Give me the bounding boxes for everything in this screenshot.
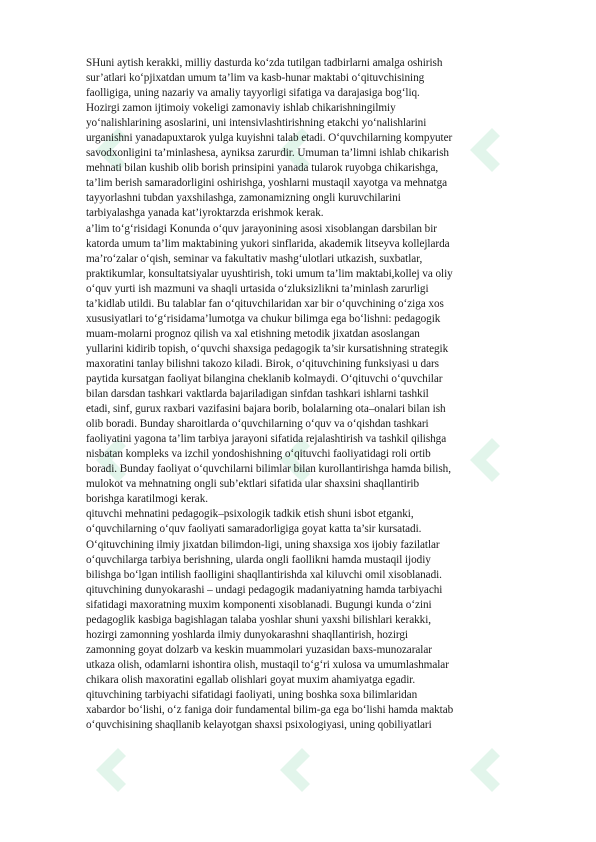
- text-line: yullarini kidirib topish, o‘quvchi shaxsiga pedagogik ta’sir kursatishning strategik: [86, 342, 449, 355]
- text-line: bilan darsdan tashkari vaktlarda bajariladigan sinfdan tashkari ishlarni tashkil: [86, 388, 429, 401]
- text-line: Hozirgi zamon ijtimoiy vokeligi zamonaviy ishlab chikarishningilmiy: [86, 102, 396, 115]
- text-line: katorda umum ta’lim maktabining yukori sinflarida, akademik litseyva kollejlarda: [86, 237, 450, 250]
- text-line: olib boradi. Bunday sharoitlarda o‘quvchilarning o‘quv va o‘qishdan tashkari: [86, 418, 429, 431]
- text-line: o‘quvchilarning o‘quv faoliyati samaradorligiga goyat katta ta’sir kursatadi.: [86, 523, 422, 536]
- text-line: qituvchining tarbiyachi sifatidagi faoliyati, uning boshka soxa bilimlaridan: [86, 688, 418, 701]
- text-line: qituvchi mehnatini pedagogik–psixologik tadkik etish shuni isbot etganki,: [86, 508, 414, 521]
- text-line: ta’lim berish samaradorligini oshirishga, yoshlarni mustaqil xayotga va mehnatga: [86, 177, 448, 190]
- text-line: hozirgi zamonning yoshlarda ilmiy dunyokarashni shaqllantirish, hozirgi: [86, 628, 408, 641]
- text-line: ta’kidlab utildi. Bu talablar fan o‘qituvchilaridan xar bir o‘quvchining o‘ziga xos: [86, 297, 444, 310]
- text-line: nisbatan kompleks va izchil yondoshishning o‘qituvchi faoliyatidagi roli ortib: [86, 448, 431, 461]
- body-text: [86, 56, 548, 733]
- text-line: mehnati bilan kushib olib borish prinsipini yanada tularok ruyobga chikarishga,: [86, 162, 439, 175]
- text-line: pedagoglik kasbiga bagishlagan talaba yoshlar shuni yaxshi bilishlari kerakki,: [86, 613, 432, 626]
- text-line: chikara olish maxoratini egallab olishlari goyat muxim ahamiyatga egadir.: [86, 673, 416, 686]
- text-line: maxoratini tanlay bilishni takozo kiladi. Birok, o‘qituvchining funksiyasi u dars: [86, 357, 439, 370]
- text-line: zamonning goyat dolzarb va keskin muammolari yuzasidan baxs-munozaralar: [86, 643, 432, 656]
- text-line: ma’ro‘zalar o‘qish, seminar va fakultativ mashg‘ulotlari utkazish, suxbatlar,: [86, 252, 423, 265]
- text-line: bilishga bo‘lgan intilish faolligini shaqllantirishda xal kiluvchi omil xisoblanadi.: [86, 568, 442, 581]
- text-line: sifatidagi maxoratning muxim komponenti xisoblanadi. Bugungi kunda o‘zini: [86, 598, 432, 611]
- text-line: tarbiyalashga yanada kat’iyroktarzda erishmok kerak.: [86, 207, 324, 220]
- text-line: xususiyatlari to‘g‘risidama’lumotga va chukur bilimga ega bo‘lishni: pedagogik: [86, 312, 441, 325]
- text-line: a’lim to‘g‘risidagi Konunda o‘quv jarayonining asosi xisoblangan darsbilan bir: [86, 222, 437, 235]
- text-line: faolligiga, uning nazariy va amaliy tayyorligi sifatiga va darajasiga bog‘liq.: [86, 87, 420, 100]
- text-line: urganishni yanadapuxtarok yulga kuyishni talab etadi. O‘quvchilarning kompyuter: [86, 132, 453, 145]
- text-line: borishga karatilmogi kerak.: [86, 493, 208, 506]
- text-line: savodxonligini ta’minlashesa, ayniksa zarurdir. Umuman ta’limni ishlab chikarish: [86, 147, 449, 160]
- text-line: mulokot va mehnatning ongli sub’ektlari sifatida ular shaxsini shaqllantirib: [86, 478, 420, 491]
- text-line: etadi, sinf, gurux raxbari vazifasini bajara borib, bolalarning ota–onalari bilan ish: [86, 403, 446, 416]
- text-line: tayyorlashni tubdan yaxshilashga, zamonamizning ongli kuruvchilarini: [86, 192, 401, 205]
- text-line: yo‘nalishlarining asoslarini, uni intensivlashtirishning etakchi yo‘nalishlarini: [86, 117, 427, 130]
- text-line: sur’atlari ko‘pjixatdan umum ta’lim va kasb-hunar maktabi o‘qituvchisining: [86, 72, 425, 85]
- text-line: utkaza olish, odamlarni ishontira olish, mustaqil to‘g‘ri xulosa va umumlashmalar: [86, 658, 449, 671]
- text-line: O‘qituvchining ilmiy jixatdan bilimdon-ligi, uning shaxsiga xos ijobiy fazilatlar: [86, 538, 440, 551]
- text-line: qituvchining dunyokarashi – undagi pedagogik madaniyatning hamda tarbiyachi: [86, 583, 443, 596]
- text-line: o‘quvchisining shaqllanib kelayotgan shaxsi psixologiyasi, uning qobiliyatlari: [86, 719, 432, 732]
- text-line: paytida kursatgan faoliyat bilangina cheklanib kolmaydi. O‘qituvchi o‘quvchilar: [86, 372, 443, 385]
- text-line: muam-molarni prognoz qilish va xal etishning metodik jixatdan asoslangan: [86, 327, 420, 340]
- text-line: praktikumlar, konsultatsiyalar uyushtirish, toki umum ta’lim maktabi,kollej va oliy: [86, 267, 453, 280]
- text-line: o‘quv yurti ish mazmuni va shaqli urtasida o‘zluksizlikni ta’minlash zarurligi: [86, 282, 429, 295]
- text-line: boradi. Bunday faoliyat o‘quvchilarni bilimlar bilan kurollantirishga hamda bilish,: [86, 463, 451, 476]
- text-line: SHuni aytish kerakki, milliy dasturda ko‘zda tutilgan tadbirlarni amalga oshirish: [86, 57, 443, 69]
- text-line: xabardor bo‘lishi, o‘z faniga doir fundamental bilim-ga ega bo‘lishi hamda maktab: [86, 704, 454, 717]
- text-line: faoliyatini yagona ta’lim tarbiya jarayoni sifatida rejalashtirish va tashkil qilishga: [86, 433, 447, 446]
- text-line: o‘quvchilarga tarbiya berishning, ularda ongli faollikni hamda mustaqil ijodiy: [86, 553, 431, 566]
